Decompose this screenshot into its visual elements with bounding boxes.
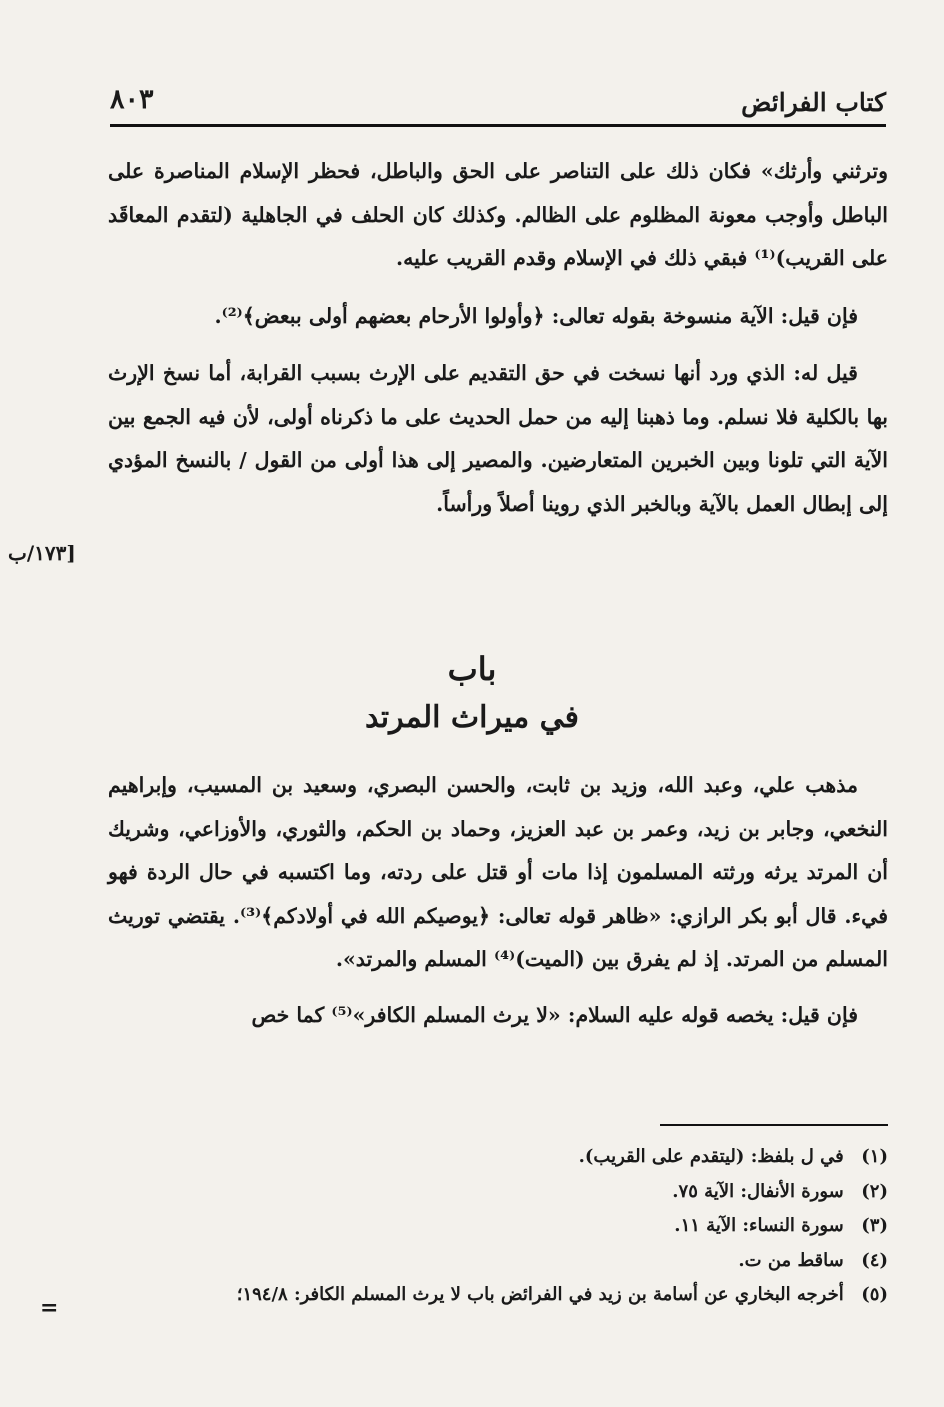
manuscript-folio-note: [١٧٣/ب — [8, 541, 76, 565]
footnote-text: ساقط من ت. — [738, 1249, 844, 1271]
paragraph: قيل له: الذي ورد أنها نسخت في حق التقديم على الإرث بسبب القرابة، أما نسخ الإرث بها بالكلية فلا نسلم. وما ذهبنا إليه من حمل الحديث على ما ذكرناه أولى، لأن فيه الجمع بين الآية التي تلونا وبين الخبرين المتعارضين. والمصير إلى هذا أولى من القول / بالنسخ المؤدي إلى إبطال العمل بالآية وبالخبر الذي روينا أصلاً ورأساً. — [108, 361, 888, 516]
footnote-continuation-mark: = — [40, 1295, 59, 1321]
page-number: ٨٠٣ — [110, 84, 154, 115]
footnote-number: (٣) — [861, 1215, 888, 1236]
chapter-title: في ميراث المرتد — [365, 700, 579, 735]
main-text — [108, 150, 888, 540]
chapter-text — [108, 764, 888, 1049]
footnote — [60, 1140, 888, 1175]
footnote-number: (١) — [861, 1146, 888, 1167]
footnotes — [60, 1140, 888, 1313]
chapter-label: باب — [447, 650, 497, 688]
footnote — [60, 1278, 888, 1313]
footnote-number: (٤) — [861, 1249, 888, 1271]
footnote-text: سورة النساء: الآية ١١. — [674, 1215, 844, 1236]
footnote-text: سورة الأنفال: الآية ٧٥. — [672, 1180, 844, 1202]
paragraph: مذهب علي، وعبد الله، وزيد بن ثابت، والحسن البصري، وسعيد بن المسيب، وإبراهيم النخعي، وجابر بن زيد، وعمر بن عبد العزيز، وحماد بن الحكم، والثوري، والأوزاعي، وشريك أن المرتد يرثه ورثته المسلمون إذا مات أو قتل على ردته، وما اكتسبه في حال الردة فهو فيء. قال أبو بكر الرازي: «ظاهر قوله تعالى: ﴿يوصيكم الله في أولادكم﴾⁽³⁾. يقتضي توريث المسلم من المرتد. إذ لم يفرق بين (الميت)⁽⁴⁾ المسلم والمرتد». — [108, 773, 888, 971]
footnote-text: أخرجه البخاري عن أسامة بن زيد في الفرائض باب لا يرث المسلم الكافر: ١٩٤/٨؛ — [236, 1284, 844, 1305]
footnote — [60, 1209, 888, 1244]
footnote-number: (٥) — [861, 1284, 888, 1305]
paragraph: وترثني وأرثك» فكان ذلك على التناصر على الحق والباطل، فحظر الإسلام المناصرة على الباطل وأوجب معونة المظلوم على الظالم. وكذلك كان الحلف في الجاهلية (لتقدم المعاقَد على القريب)⁽¹⁾ فبقي ذلك في الإسلام وقدم القريب عليه. — [108, 159, 888, 270]
paragraph: فإن قيل: يخصه قوله عليه السلام: «لا يرث المسلم الكافر»⁽⁵⁾ كما خص — [251, 1002, 858, 1027]
running-title: كتاب الفرائض — [741, 88, 886, 117]
header-rule — [110, 124, 886, 127]
footnote-rule — [660, 1124, 888, 1126]
paragraph: فإن قيل: الآية منسوخة بقوله تعالى: ﴿وأولوا الأرحام بعضهم أولى ببعض﴾⁽²⁾. — [214, 303, 858, 328]
footnote-number: (٢) — [861, 1180, 888, 1202]
footnote-text: في ل بلفظ: (ليتقدم على القريب). — [578, 1146, 844, 1167]
footnote — [60, 1244, 888, 1279]
footnote — [60, 1175, 888, 1210]
page-header — [110, 84, 886, 122]
